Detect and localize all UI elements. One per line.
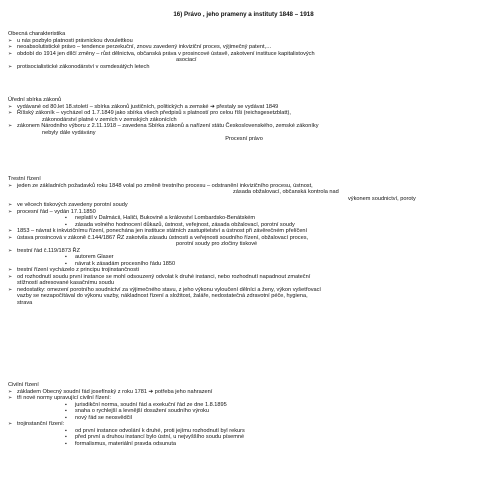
- sub-list-item: ▪ autorem Glaser: [65, 254, 114, 260]
- sub-list-item: ▪ nový řád se neosvědčil: [65, 414, 132, 421]
- arrow-bullet-icon: ➢: [8, 234, 13, 241]
- square-bullet-icon: ▪: [65, 408, 67, 414]
- sub-list-item: ▪ zásada volného hodnocení důkazů, ústnost, veřejnost, zásada obžalovací, porotní soudy: [65, 221, 295, 228]
- list-item: ➢ nedostatky: omezení porotního soudnictví za výjimečného stavu, z jeho výkonu vyloučení dělníci a ženy, výkon vyšetřovací: [8, 286, 321, 293]
- square-bullet-icon: ▪: [65, 414, 67, 421]
- arrow-bullet-icon: ➢: [8, 286, 13, 293]
- list-item: ➢ Říšský zákoník – vycházel od 1.7.1849 jako sbírka všech předpisů s platností pro celou říši (reichsgesetzblatt),: [8, 110, 291, 116]
- list-item-continuation: výkonem soudnictví, poroty: [348, 195, 416, 202]
- arrow-bullet-icon: ➢: [8, 267, 13, 273]
- arrow-bullet-icon: ➢: [8, 110, 13, 116]
- section-sbirka: [8, 97, 480, 143]
- list-item: ➢ od rozhodnutí soudu první instance se mohl odsouzený odvolat k druhé instanci, nebo rozhodnutí napadnout zmateční: [8, 273, 311, 280]
- list-item: ➢ u nás pozbylo platnosti právnickou dvoulettkou: [8, 37, 133, 44]
- list-item: ➢ trestní řád č.119/1873 ŘZ: [8, 247, 81, 254]
- list-item: ➢ zákonem Národního výboru z 2.11.1918 – zavedena Sbírka zákonů a nařízení státu Československého, zemské zákoníky: [8, 123, 319, 129]
- list-item: ➢ ústava prosincová v zákoně č.144/1867 ŘZ zakotvila zásadu ústnosti a veřejnosti soudního řízení, obžalovací proces,: [8, 234, 309, 241]
- arrow-bullet-icon: ➢: [8, 247, 13, 254]
- list-item: ➢ ve věcech tiskových zavedeny porotní soudy: [8, 202, 128, 208]
- square-bullet-icon: ▪: [65, 260, 67, 267]
- arrow-bullet-icon: ➢: [8, 273, 13, 280]
- heading-procesni: Procesní právo: [225, 136, 263, 142]
- list-item-continuation: zákonodárství platné v zemích v zemských zákonících: [42, 116, 177, 123]
- square-bullet-icon: ▪: [65, 221, 67, 228]
- arrow-bullet-icon: ➢: [8, 388, 13, 395]
- square-bullet-icon: ▪: [65, 427, 67, 434]
- heading-obecna: Obecná charakteristika: [8, 31, 66, 37]
- sub-list-item: ▪ snaha o rychlejší a levnější dosažení soudního výroku: [65, 408, 210, 414]
- arrow-bullet-icon: ➢: [8, 421, 13, 427]
- list-item: ➢ protisocialistické zákonodárství v osmdesátých letech: [8, 63, 150, 70]
- list-item: ➢ neoabsolutistické právo – tendence perzekuční, znovu zavedený inkviziční proces, výjimečný patent,…: [8, 44, 272, 50]
- sub-list-item: ▪ formalismus, materiální pravda odsunuta: [65, 440, 177, 447]
- list-item-continuation: strava: [17, 299, 33, 306]
- heading-civilni: Civilní řízení: [8, 382, 39, 388]
- sub-list-item: ▪ před první a druhou instancí bylo ústní, u nejvyššího soudu písemné: [65, 434, 245, 440]
- section-trestni: [8, 176, 480, 306]
- list-item: ➢ tři nové normy upravující civilní řízení:: [8, 395, 111, 401]
- list-item: ➢ vydávané od 80.let 18.století – sbírka zákonů justičních, politických a zemské ➔ přestaly se vydávat 1849: [8, 103, 279, 110]
- arrow-bullet-icon: ➢: [8, 202, 13, 208]
- section-civilni: [8, 382, 480, 447]
- list-item-continuation: zásada obžalovací, občanská kontrola nad: [233, 189, 339, 195]
- square-bullet-icon: ▪: [65, 401, 67, 408]
- sub-list-item: ▪ neplatil v Dalmácii, Haliči, Bukovině a království Lombardsko-Benátském: [65, 215, 256, 221]
- arrow-bullet-icon: ➢: [8, 37, 13, 44]
- heading-trestni: Trestní řízení: [8, 176, 41, 182]
- square-bullet-icon: ▪: [65, 215, 67, 221]
- sub-list-item: ▪ od první instance odvolání k druhé, proti jejímu rozhodnutí byl rekurs: [65, 427, 245, 434]
- arrow-bullet-icon: ➢: [8, 63, 13, 70]
- heading-sbirka: Úřední sbírka zákonů: [8, 97, 62, 103]
- page-title: 16) Právo , jeho prameny a instituty 1848 – 1918: [173, 11, 314, 18]
- list-item-continuation: stížností adresované kasačnímu soudu: [17, 280, 115, 286]
- arrow-bullet-icon: ➢: [8, 103, 13, 110]
- section-obecna: [8, 31, 480, 70]
- square-bullet-icon: ▪: [65, 254, 67, 260]
- list-item-continuation: asociací: [176, 57, 197, 63]
- arrow-bullet-icon: ➢: [8, 182, 13, 189]
- list-item: ➢ období do 1914 jen dílčí změny – růst dělnictva, občanská práva v prosincové ústavě, zakotvení instituce kapitalistových: [8, 50, 315, 57]
- sub-list-item: ▪ jurisdikční norma, soudní řád a exekuční řád ze dne 1.8.1895: [65, 401, 227, 408]
- list-item: ➢ jeden ze základních požadavků roku 1848 volal po změně trestního procesu – odstranění inkvizičního procesu, ústnost,: [8, 182, 313, 189]
- list-item: ➢ základem Obecný soudní řád josefínský z roku 1781 ➔ potřeba jeho nahrazení: [8, 388, 213, 395]
- list-item: ➢ 1853 – návrat k inkvizičnímu řízení, ponechána jen instituce státních zastupitelství a ústnost při závěrečném přelíčení: [8, 228, 308, 234]
- arrow-bullet-icon: ➢: [8, 123, 13, 129]
- arrow-bullet-icon: ➢: [8, 228, 13, 234]
- list-item-continuation: nebyly dále vydávány: [42, 129, 96, 136]
- list-item-continuation: vazby se nezapočítával do výkonu vazby, nákladnost řízení a složitost, žaláře, nedostatečná zdravotní péče, hygiena,: [17, 293, 308, 299]
- arrow-bullet-icon: ➢: [8, 395, 13, 401]
- square-bullet-icon: ▪: [65, 434, 67, 440]
- list-item: ➢ trestní řízení vycházelo z principu trojinstančnosti: [8, 267, 139, 273]
- list-item-continuation: porotní soudy pro zločiny tiskové: [176, 241, 258, 247]
- arrow-bullet-icon: ➢: [8, 50, 13, 57]
- sub-list-item: ▪ návrat k zásadám procesního řádu 1850: [65, 260, 176, 267]
- list-item: ➢ trojinstanční řízení:: [8, 421, 65, 427]
- square-bullet-icon: ▪: [65, 440, 67, 447]
- arrow-bullet-icon: ➢: [8, 208, 13, 215]
- arrow-bullet-icon: ➢: [8, 44, 13, 50]
- list-item: ➢ procesní řád – vydán 17.1.1850: [8, 208, 96, 215]
